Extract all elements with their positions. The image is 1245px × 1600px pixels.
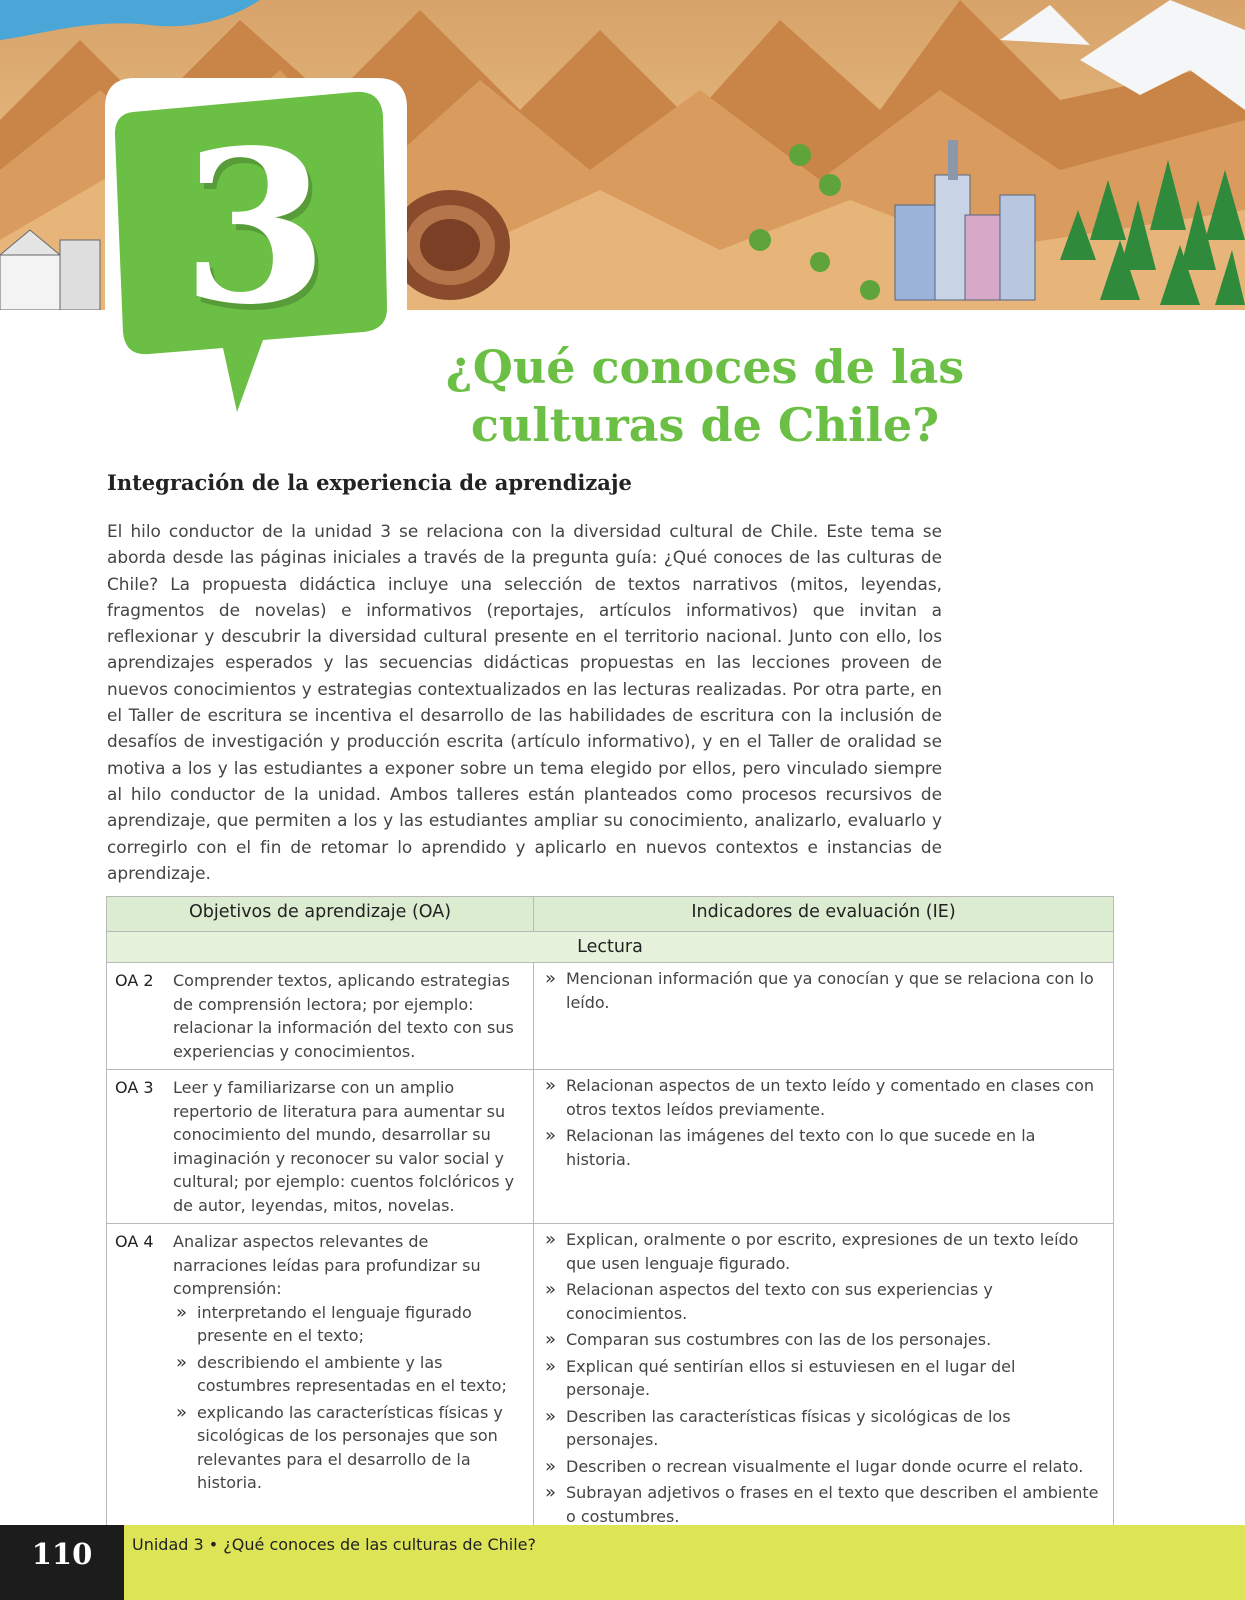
table-row <box>107 1224 1114 1538</box>
footer-unit-title: Unidad 3 • ¿Qué conoces de las culturas de Chile? <box>132 1535 537 1554</box>
mine-terraces <box>390 190 510 300</box>
indicator-list <box>542 1074 1103 1171</box>
indicator-item: » Describen las características físicas y sicológicas de los personajes. <box>542 1405 1103 1452</box>
indicators-cell <box>534 1224 1114 1538</box>
section-label-lectura: Lectura <box>107 932 1114 963</box>
page-title: ¿Qué conoces de las culturas de Chile? <box>445 340 965 452</box>
table-header-row <box>107 897 1114 932</box>
objective-code: OA 2 <box>115 971 154 990</box>
table-row <box>107 1070 1114 1224</box>
indicator-item: » Describen o recrean visualmente el lugar donde ocurre el relato. <box>542 1455 1103 1479</box>
objective-cell <box>107 1070 534 1224</box>
objective-subitem: » describiendo el ambiente y las costumbres representadas en el texto; <box>173 1351 525 1398</box>
indicator-item: » Relacionan aspectos de un texto leído y comentado en clases con otros textos leídos previamente. <box>542 1074 1103 1121</box>
objective-body <box>173 1230 525 1498</box>
header-objectives: Objetivos de aprendizaje (OA) <box>107 897 534 932</box>
objective-code: OA 4 <box>115 1232 154 1251</box>
indicators-cell <box>534 963 1114 1070</box>
indicator-item: » Comparan sus costumbres con las de los personajes. <box>542 1328 1103 1352</box>
objective-sublist <box>173 1301 525 1495</box>
indicator-item: » Relacionan aspectos del texto con sus experiencias y conocimientos. <box>542 1278 1103 1325</box>
table-row <box>107 963 1114 1070</box>
objective-body <box>173 969 525 1063</box>
objective-text: Comprender textos, aplicando estrategias de comprensión lectora; por ejemplo: relacionar la información del texto con sus experiencias y conocimientos. <box>173 971 514 1061</box>
indicator-list <box>542 967 1103 1014</box>
indicator-item: » Explican, oralmente o por escrito, expresiones de un texto leído que usen lenguaje figurado. <box>542 1228 1103 1275</box>
objective-cell <box>107 963 534 1070</box>
section-heading: Integración de la experiencia de aprendizaje <box>107 470 632 495</box>
indicators-cell <box>534 1070 1114 1224</box>
objective-code: OA 3 <box>115 1078 154 1097</box>
page-number: 110 <box>0 1525 124 1600</box>
objective-cell <box>107 1224 534 1538</box>
objective-body <box>173 1076 525 1217</box>
objective-text: Leer y familiarizarse con un amplio repertorio de literatura para aumentar su conocimiento del mundo, desarrollar su imaginación y reconocer su valor social y cultural; por ejemplo: cuentos folclóricos y de autor, leyendas, mitos, novelas. <box>173 1078 515 1215</box>
indicator-item: » Subrayan adjetivos o frases en el texto que describen el ambiente o costumbres. <box>542 1481 1103 1528</box>
indicator-item: » Relacionan las imágenes del texto con lo que sucede en la historia. <box>542 1124 1103 1171</box>
indicator-item: » Explican qué sentirían ellos si estuviesen en el lugar del personaje. <box>542 1355 1103 1402</box>
header-indicators: Indicadores de evaluación (IE) <box>534 897 1114 932</box>
unit-number: 3 <box>181 104 329 351</box>
objective-subitem: » explicando las características físicas y sicológicas de los personajes que son relevantes para el desarrollo de la historia. <box>173 1401 525 1495</box>
objectives-table <box>106 896 1114 1538</box>
indicator-list <box>542 1228 1103 1528</box>
objective-text: Analizar aspectos relevantes de narraciones leídas para profundizar su comprensión: <box>173 1232 481 1298</box>
indicator-item: » Mencionan información que ya conocían y que se relaciona con lo leído. <box>542 967 1103 1014</box>
objective-subitem: » interpretando el lenguaje figurado presente en el texto; <box>173 1301 525 1348</box>
section-row <box>107 932 1114 963</box>
intro-paragraph: El hilo conductor de la unidad 3 se relaciona con la diversidad cultural de Chile. Este tema se aborda desde las páginas iniciales a través de la pregunta guía: ¿Qué conoces de las culturas de Chile? La propuesta didáctica incluye una selección de textos narrativos (mitos, leyendas, fragmentos de novelas) e informativos (reportajes, artículos informativos) que invitan a reflexionar y descubrir la diversidad cultural presente en el territorio nacional. Junto con ello, los aprendizajes esperados y las secuencias didácticas propuestas en las lecciones proveen de nuevos conocimientos y estrategias contextualizados en las lecturas realizadas. Por otra parte, en el Taller de escritura se incentiva el desarrollo de las habilidades de escritura con la inclusión de desafíos de investigación y producción escrita (artículo informativo), y en el Taller de oralidad se motiva a los y las estudiantes a exponer sobre un tema elegido por ellos, pero vinculado siempre al hilo conductor de la unidad. Ambos talleres están planteados como procesos recursivos de aprendizaje, que permiten a los y las estudiantes ampliar su conocimiento, analizarlo, evaluarlo y corregirlo con el fin de retomar lo aprendido y aplicarlo en nuevos contextos e instancias de aprendizaje. <box>107 521 942 883</box>
